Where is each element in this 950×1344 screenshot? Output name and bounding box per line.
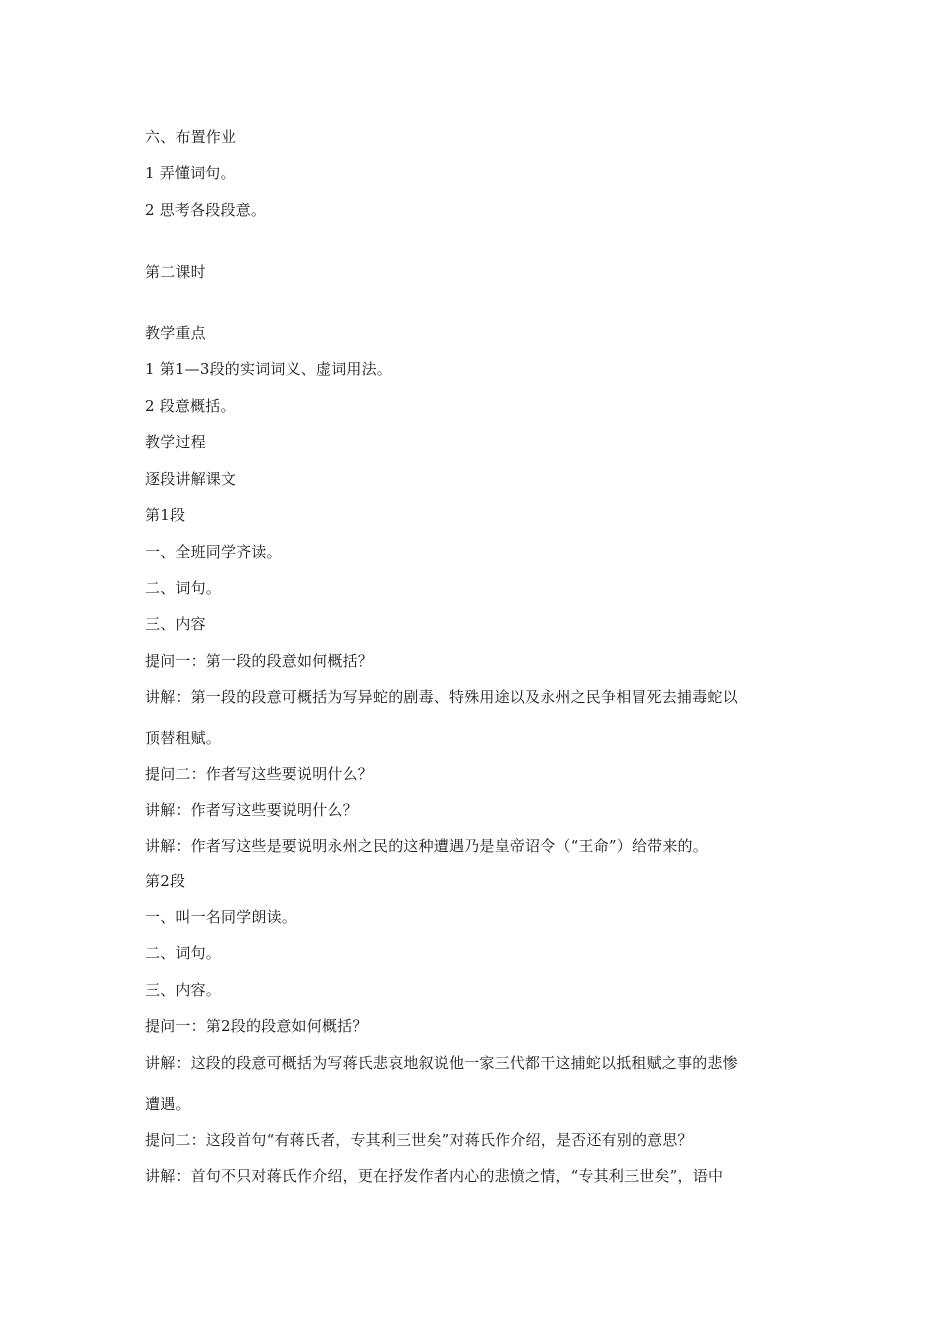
paragraph-1-heading: 第1段 — [145, 506, 186, 524]
homework-item-1: 1 弄懂词句。 — [145, 164, 236, 182]
paragraph-2-heading: 第2段 — [145, 872, 186, 890]
paragraph-1-answer-2a: 讲解：作者写这些要说明什么？ — [145, 801, 358, 819]
paragraph-2-answer-1-cont: 遭遇。 — [145, 1095, 191, 1113]
text-explanation-heading: 逐段讲解课文 — [145, 470, 237, 488]
paragraph-1-answer-1: 讲解：第一段的段意可概括为写异蛇的剧毒、特殊用途以及永州之民争相冒死去捕毒蛇以 — [145, 688, 738, 706]
paragraph-2-step-2: 二、词句。 — [145, 944, 222, 962]
teaching-focus-item-2: 2 段意概括。 — [145, 397, 236, 415]
teaching-focus-heading: 教学重点 — [145, 324, 206, 342]
paragraph-1-step-3: 三、内容 — [145, 615, 206, 633]
paragraph-1-step-2: 二、词句。 — [145, 579, 222, 597]
paragraph-2-question-2: 提问二：这段首句“有蒋氏者，专其利三世矣”对蒋氏作介绍，是否还有别的意思？ — [145, 1131, 693, 1149]
paragraph-1-question-1: 提问一：第一段的段意如何概括？ — [145, 652, 374, 670]
paragraph-1-answer-2b: 讲解：作者写这些是要说明永州之民的这种遭遇乃是皇帝诏令（“王命”）给带来的。 — [145, 837, 708, 855]
paragraph-2-step-1: 一、叫一名同学朗读。 — [145, 908, 298, 926]
paragraph-1-step-1: 一、全班同学齐读。 — [145, 543, 282, 561]
paragraph-1-question-2: 提问二：作者写这些要说明什么？ — [145, 765, 374, 783]
paragraph-2-answer-2: 讲解：首句不只对蒋氏作介绍，更在抒发作者内心的悲愤之情，“专其利三世矣”，语中 — [145, 1167, 724, 1185]
teaching-process-heading: 教学过程 — [145, 433, 206, 451]
paragraph-2-answer-1: 讲解：这段的段意可概括为写蒋氏悲哀地叙说他一家三代都干这捕蛇以抵租赋之事的悲惨 — [145, 1054, 738, 1072]
teaching-focus-item-1: 1 第1—3段的实词词义、虚词用法。 — [145, 360, 392, 378]
homework-item-2: 2 思考各段段意。 — [145, 201, 267, 219]
paragraph-1-answer-1-cont: 顶替租赋。 — [145, 729, 222, 747]
lesson-title: 第二课时 — [145, 263, 206, 281]
paragraph-2-question-1: 提问一：第2段的段意如何概括？ — [145, 1017, 368, 1035]
section-heading-homework: 六、布置作业 — [145, 128, 237, 146]
paragraph-2-step-3: 三、内容。 — [145, 981, 222, 999]
